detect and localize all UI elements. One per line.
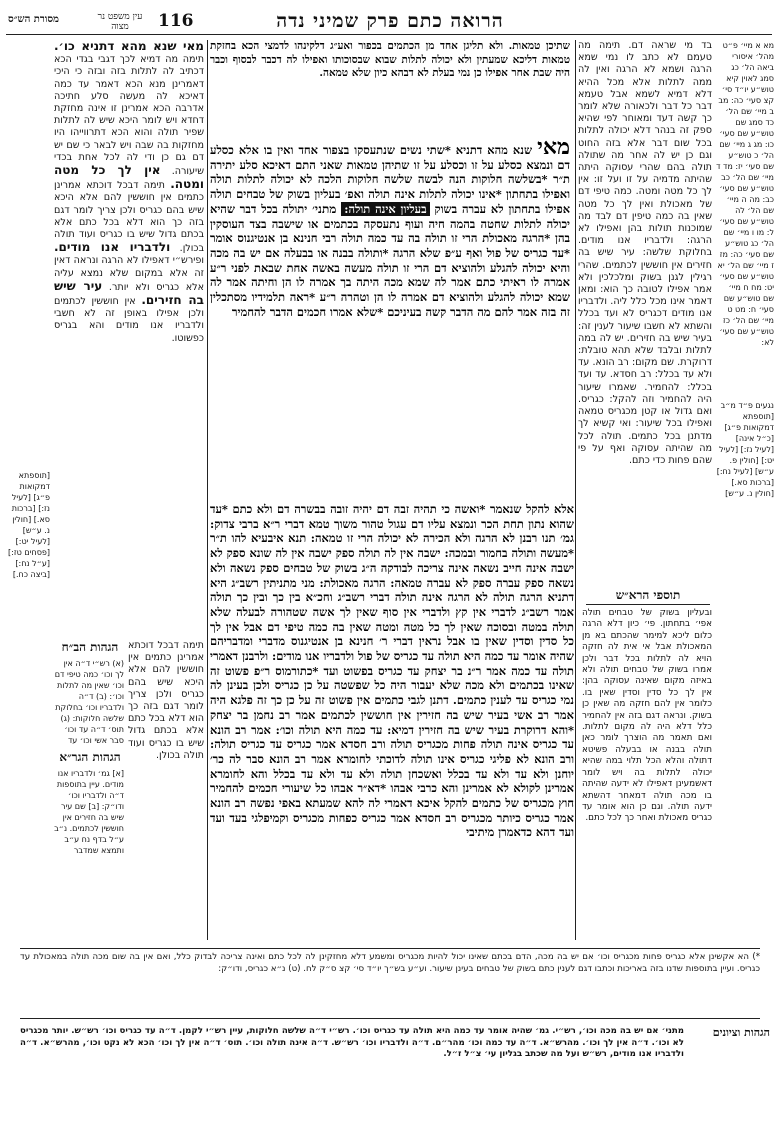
tosafot-dibbur-4: עיר שיש בה חזירים. <box>54 278 204 308</box>
divider-left <box>207 40 208 940</box>
hagahot-hab-text: (א) רש״י ד״ה אין לך וכו׳ כמה טיפי דם וכו׳ שאין מה לתלות וכו׳: (ב) ד״ה ולדבריו וכו׳ בחלוקת שלשה חלוקות: (ג) תוס׳ ד״ה עד וכו׳ סבר אשי וכו׳ עד <box>54 659 124 745</box>
hagahot-hagra-heading: הגהות הגר״א <box>59 750 121 764</box>
tosafot-dibbur-1: מאי שנא מהא דתניא כו׳. <box>54 40 204 53</box>
right-margin-text: נגעים פ״ד מ״ב [תוספתא דמקואות פ״ג] [כ״ל אינה] [לעיל נז:] [לעיל יט:] [חולין פ. ע״ש] [לעיל נח:] [ברכות סא.] [חולין נ. ע״ש] <box>716 401 774 498</box>
footnotes-text: *) הא אקשינן אלא כגריס פחות מכגריס וכו׳ אם יש בה מכה, הדם בכתם שאינו יכול להיות מכגריס ומשמע דלא מחזקינן לה לכל כתם ואינה צריכה לבדוק כלל, ואם אין בה שום מכה תולה במאכולת עד כגריס. ועיין בתוספות שדנו בזה באריכות וכתבו דגם לענין כתם בשוק של טבחים בעינן שיעור. וע״ע בש״ך יו״ד סי׳ קצ ס״ק לח. (ט) נ״א כגריס, ודו״ק: <box>20 952 760 974</box>
hagahot-vetziyunim-text: מתני׳ אם יש בה מכה וכו׳, רש״י. גמ׳ שהיה אומר עד כמה היא תולה עד כגריס וכו׳. רש״י ד״ה שלשה חלוקות, עיין רש״י לקמן. ד״ה עד כגריס וכו׳ רש״ש. יותר מכגריס לא וכו׳. ד״ה אין לך וכו׳. מהרש״א. ד״ה עד כמה וכו׳ מהר״ם. ד״ה ולדבריו וכו׳ רש״ש. ד״ה אינה תולה וכו׳. תוס׳ ד״ה אין לך וכו׳ הכא לא נקט וכו׳, מהרש״א. ד״ה ולדבריו אנו מודים, רש״ש ועל מה שכתב בגליון עי׳ צ״ל ז״ל. <box>20 1026 684 1059</box>
footnote-rule <box>20 948 760 949</box>
mishnah-highlight: בעליון אינה תולה: <box>341 202 429 216</box>
page-header <box>0 10 778 32</box>
bottom-rule <box>20 1018 760 1019</box>
divider-right <box>575 40 576 940</box>
tosafot-harosh-text: ובעליון בשוק של טבחים תולה אפי׳ בתחתון. פי׳ כיון דלא הרגה כלום ליכא למימר שהכתם בא מן המאכולת אבל אי אית לה חזקה הויא לה לתלות בכל דבר ולכן אמרו בשוק של טבחים תולה ולא באיזה מקום שאינה עסוקה בהן: אין לך כל סדין וסדין שאין בו. כלומר אין להם חזקה מה שאין כן בשוק. ונראה דגם בזה אין להחמיר כלל דלא היה לה מקום לתלות. ואם תאמר מה הוצרך לומר כאן תולה בבנה או בבעלה פשיטא דתולה והלא הכל תלוי במה שהיא יכולה לתלות בה ויש לומר דאשמעינן דאפילו לא ידעה שהיתה בו מכה תולה דמאחר דהשתא ידעה תולה. וגם כן הוא אומר עד כגריס מאכולת ואחר כך לכל כתם. <box>582 608 712 824</box>
hagahot-hab-heading: הגהות הב״ח <box>61 640 119 654</box>
gemara-main-column <box>210 140 570 500</box>
gemara-top-text: שתיכן טמאות. ולא תליגן אחד מן הכתמים בכפור ואע״ג דלקינהו לדמצי הכא בחזקת טמאות דליכא שמעתין ולא יכולה לתלות שבוא שבסוכותו ואפילו לה דכבר לבסוף וכבר היה שבת אחר אפילו כן נמי בעלת לא דבהא כיון שלא טמאה. <box>210 40 570 79</box>
gemara-line-1: שנא מהא דתניא *שתי נשים שנתעסקו בצפור אחד ואין בו אלא כסלע דם ונמצא כסלע על זו וכסלע על זו שתיהן טמאות שאני התם דאיכא סלע יתירה ת״ר *בשלשה חלוקות הנה לבשה שלשה <box>210 143 570 187</box>
page-title: הרואה כתם פרק שמיני נדה <box>276 10 504 32</box>
gemara-line-2: חלוקות הלכה לא יכולה לתלות תולה ואפילו בתחתון *אינו יכולה לתלות אינה תולה ואפ׳ בעליון בשוק של טבחים תולה אפילו בתחתון לא עברה בשוק <box>210 172 570 216</box>
harosh-rule <box>586 604 710 605</box>
gemara-line-6: ולדבריו אנו מודים: ולרבנן דאמרי תולה עד כמה אמר ר״נ בר יצחק עד כגריס בפשוט ועד *כתורמוס ר״פ פשוט זה שאינו בכתמים ולא מכה שלא יעבור היה כל שפשטה על כן כגריס ולכן בעינן לה נמי כגריס עד לענין כתמים. דתנן לגבי כתמים אין פשוט זה על כן כך זה פלגא היה אמר רב אשי בעיר שיש בה חזירין אין חוששין לכתמים אמר רב נחמן בר יצחק *והא דרוקרת בעיר שיש בה חזירין דמיא: עד כמה היא תולה וכו׳: אמר רב הונא עד כגריס אינה תולה פחות מכגריס תולה ורב חסדא אמר כגריס עד כגריס תולה: ורב הונא לא פליגי כגריס אינו תולה לדוכתי לחומרא אמר רב הונא סבר לה כר׳ יוחנן ולא עד ולא עד בכלל ואשכחן תולה ולא עד ולא עד בכלל והא לחומרא אמרינן לקולא לא אמרינן והא כרבי אבהו *דא״ר אבהו כל שיעורי חכמים להחמיר חוץ מכגריס של כתמים להקל איכא דאמרי לה להא שמעתא באפי נפשה רב הונא אמר כגריס כיותר מכגריס רב חסדא אמר כגריס כפחות מכגריס וקמיפלגי בעד ועד ועד דהא כדאמרן מיתיבי <box>210 649 574 840</box>
masoret-text: [תוספתא דמקואות פ״ג] [לעיל נז:] [ברכות סא.] [חולין נ. ע״ש] [לעיל יט:] [פסחים טז:] [ע״ל נח:] [ביצה כח.] <box>8 471 50 579</box>
tosafot-harosh-heading: תוספי הרא״ש <box>615 588 681 602</box>
tosafot-text-cont: תימה דבכל דוכתא אמרינן כתמים אין חוששין להם אלא היכא שיש בהם כגריס ולכן צריך לומר דגם בזה כך הוא דלא בכל כתם אלא בכתם גדול שיש בו כגריס ועוד תולה בכולן. <box>128 640 204 761</box>
tosafot-text-4: אין חוששין לכתמים ולכן אפילו באופן זה לא חשבי ולדבריו אנו מודים והא בגריס כפשוטו. <box>54 296 204 344</box>
gemara-tag: גמ׳ <box>560 531 574 546</box>
tosafot-text-2: תימה דבכל דוכתא אמרינן כתמים אין חוששין להם אלא היכא שיש בהם כגריס ולכן צריך לומר דגם בזה כך הוא דלא בכל כתם אלא בכתם גדול שיש בו כגריס ועוד תולה בכולן. <box>54 180 204 255</box>
header-rule <box>6 34 772 35</box>
tosafot-dibbur-3: ולדבריו אנו מודים. <box>54 240 171 255</box>
mishnah-tag: מתני׳ <box>312 201 337 216</box>
ein-mishpat-heading: עין משפט נר מצוה <box>97 12 143 32</box>
gemara-line-3: יתולה בכל דבר שהיא יכולה לתלות שחטה בהמה חיה ועוף נתעסקה בכתמים או שישבה בצד העוסקין בהן *הרגה מאכולת הרי זו תולה בה עד כמה תולה רבי חנינא בן אנטיגנוס אומר *עד כגריס של פול ואף ע״פ שלא הרגה *ותולה בבנה או בבעלה אם יש בה מכה והיא יכולה להגלע ולהוציא דם הרי זו תולה מעשה באשה אחת שבאת לפני ר״ע אמרה לו ראיתי כתם אמר לה שמא מכה היתה בך אמרה לו הן וחיתה אמר לה שמא יכולה להגלע ולהוציא דם אמרה לו הן וטהרה ר״ע *ראה תלמידיו מסתכלין זה בזה אמר להם מה הדבר קשה בעיניכם *שלא אמרו חכמים הדבר להחמיר <box>210 201 570 319</box>
right-margin-refs <box>716 400 774 600</box>
page-number: 116 <box>158 11 194 31</box>
masoret-column <box>4 470 50 890</box>
tosafot-dibbur-2: אין לך כל מטה ומטה. <box>54 163 204 192</box>
tosafot-continuation <box>128 640 204 890</box>
gemara-line-5: תנו רבנן לא הרגה ולא הכירה לא יכולה הרי זו טמאה: תנא איבעיא להו ת״ר *מעשה ותולה בחמור ובמכה: ישבה אין לה תולה ספק ישבה אין לה שונא ספק לא ישבה אינה חייב נשאה אינה צריכה לבודקה ה״ג בשוק של טבחים ספק נשאה ולא נשאה ספק עברה ספק לא עברה טמאה: הרגה מאכולת: מני מתניתין רשב״ג היא דתניא הרגה תולה לא הרגה אינה תולה דברי רשב״ג וחכ״א בין כך ובין כך תולה אמר רשב״ג לדברי אין קץ ולדברי אין סוף שאין לך אשה שטהורה לבעלה שלא תולה במטה ובסוכה שאין לך כל מטה ומטה שאין בה כמה טיפי דם אבל אין לך כל סדין וסדין שאין בו אבל נראין דברי ר׳ חנינא בן אנטיגנוס מדברי ומדבריהם שהיה אומר עד כמה היא תולה עד כגריס של פול <box>210 531 574 664</box>
ein-mishpat-text: מא א מיי׳ פ״ט מהל׳ איסורי ביאה הל׳ כג סמג לאוין קיא טוש״ע יו״ד סי׳ קצ סעי׳ כה: מב ב מיי׳ שם הל׳ כד סמג שם טוש״ע שם סעי׳ כו: מג ג מיי׳ שם הל׳ כ טוש״ע שם סעי׳ יז: מד ד מיי׳ שם הל׳ כב טוש״ע שם סעי׳ כב: מה ה מיי׳ שם הל׳ לה טוש״ע שם סעי׳ ל: מו ו מיי׳ שם הל׳ כג טוש״ע שם סעי׳ כה: מז ז מיי׳ שם הל׳ יא טוש״ע שם סעי׳ יט: מח ח מיי׳ שם טוש״ע שם סעי׳ ח: מט ט מיי׳ שם הל׳ כז טוש״ע שם סעי׳ לא: <box>716 41 774 347</box>
gemara-dibbur-mai: מאי <box>537 140 570 160</box>
rashi-column <box>578 40 712 580</box>
tosafot-text-3: ופירש״י דאפילו לא הרגה ונראה דאין זה אלא במקום שלא נמצא עליה אלא כגריס ולא יותר. <box>54 255 204 293</box>
rashi-text: בד מי שראה דם. תימה מה טעמם לא כתב לו נמי שמא הרגה ושמא לא הרגה ואין לה ממה לתלות אלא מכל ההיא דלא דמיא לשמא אבל טעמא דבר כל דבר ולכאורה שלא לומר כך קשה דעד ומאוחר לפי שהיא ספק זה בנהר דלא יכולה לתלות בכל שום דבר אלא בזה החוט וגם כן יש לה אחר מה שתולה תולה בהם שהרי עסוקה היתה שהיתה מדמיה על זו ועל זו: אין לך כל מטה ומטה. כמה טיפי דם של מאכולת ואין לך כל מטה שאין בה כמה טיפין דם לבד מה שמוכנות תולות בהן ואפילו לא הרגה: ולדבריו אנו מודים. בחלוקת שלשה: עיר שיש בה חזירים אין חוששין לכתמים. שהרי רגילין לגנן בשוק ומלכלכין ולא אמר אפילו לטובה כך הוא: ומאן דאמר אינו מכל כלל ליה. ולדבריו אנו מודים דכגריס לא ועד בכלל והשתא לא חשבו שיעור לענין זה: בעיר שיש בה חזירים. יש לה במה לתלות ובלבד שלא תהא טובלת: דרוקרת. שם מקום: רב הונא. עד ולא עד בכלל: רב חסדא. עד ועד בכלל: להחמיר. שאמרו שיעור היה להחמיר וזה להקל: כגריס. ואם גדול או קטן מכגריס טמאה ואפילו בכל שיעור: ואי קשיא לך מדתנן בכל כתמים. תולה לכל מה שהיתה עסוקה ואף על פי שהם פחות כדי כתם. <box>578 40 712 466</box>
hagahot-hagra-text: [א] גמ׳ ולדבריו אנו מודים. עיין בתוספות ד״ה ולדבריו וכו׳ ודו״ק: [ב] שם עיר שיש בה חזירים אין חוששין לכתמים. נ״ב ע״ל בדף נח ע״ב ותמצא שמדבר <box>54 769 124 855</box>
tosafot-text-1: תימה מה דמיא לכך דגבי בגדי הכא דכתיב לה לתלות בזה ובזה כי היכי דאמרינן מנא הכא דאמר עד כמה דאיכא לה מעשה סלע חתיכה אדרבה הכא אמרינן זו אינה מחזקת דחדא ויש לומר היכא שיש לה לתלות שפיר תולה והוא הכא דתרווייהו היו מחזקות בה שבה ויש לבאר כי שם יש דם גם כן ודי לה לכל אחת בכדי שיעורה. <box>54 54 204 178</box>
gemara-lower-block <box>210 502 574 932</box>
masoret-hashas-heading: מסורת הש״ס <box>8 14 59 25</box>
gemara-line-4: אלא להקל שנאמר *ואשה כי תהיה זבה דם יהיה זובה בבשרה דם ולא כתם *עד שהוא נתון תחת הכר ונמצא עליו דם עגול טהור משוך טמא דברי ר״א ברבי צדוק: <box>210 502 574 531</box>
hagahot-vetziyunim-heading: הגהות וציונים <box>712 1026 770 1039</box>
gemara-top-block <box>210 40 570 140</box>
tosafot-column <box>54 40 204 630</box>
ein-mishpat-column <box>716 40 774 400</box>
